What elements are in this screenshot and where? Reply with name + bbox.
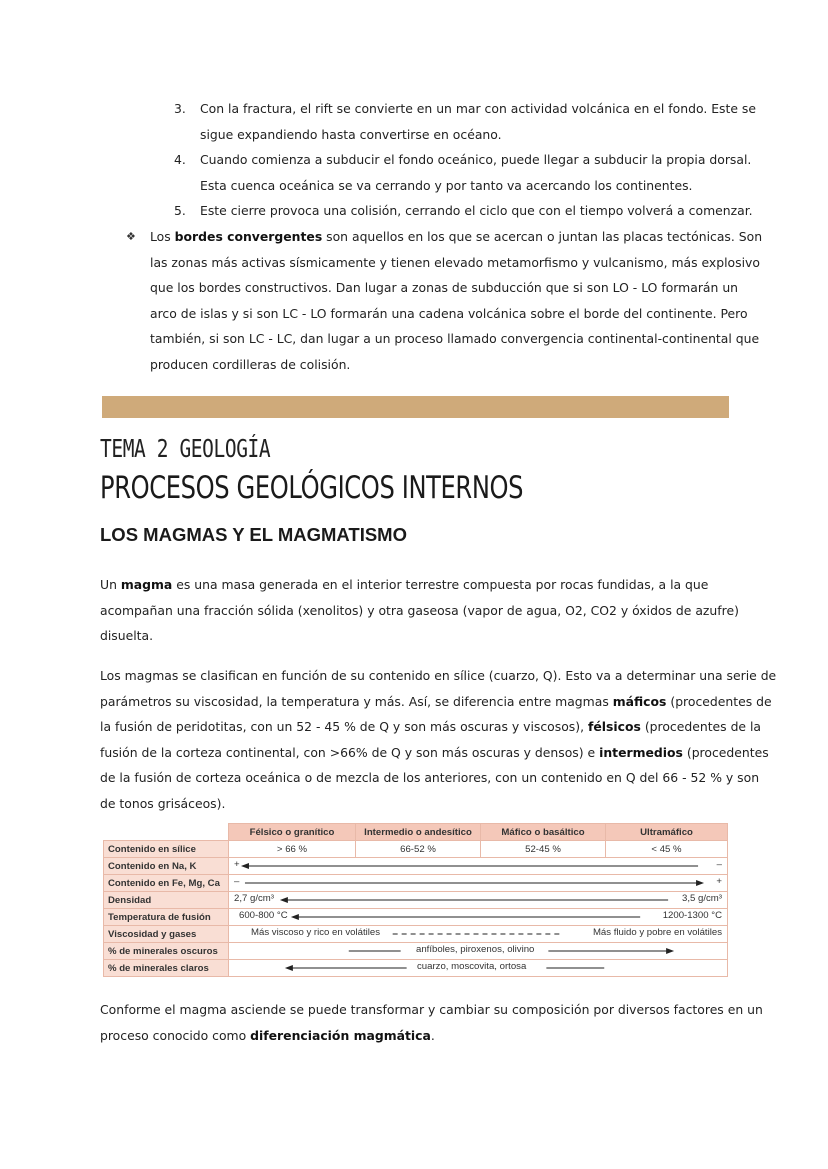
text-line: de tonos grisáceos).	[100, 796, 226, 811]
list-item-text: Esta cuenca oceánica se va cerrando y por tanto va acercando los continentes.	[200, 178, 693, 193]
cell-text: cuarzo, moscovita, ortosa	[417, 961, 527, 972]
text-line: fusión de la corteza continental, con >66% de Q y son más oscuras y densos) e intermedios (procedentes	[100, 745, 769, 760]
text-line: parámetros su viscosidad, la temperatura y más. Así, se diferencia entre magmas máficos (procedentes de	[100, 694, 772, 709]
bullet-line: las zonas más activas sísmicamente y tienen elevado metamorfismo y vulcanismo, más explosivo	[150, 255, 760, 270]
cell-text: +	[716, 876, 722, 887]
table-cell: > 66 %	[229, 841, 356, 858]
page-title: PROCESOS GEOLÓGICOS INTERNOS	[100, 470, 524, 506]
list-number: 4.	[174, 152, 186, 167]
topic-heading: TEMA 2 GEOLOGÍA	[100, 434, 271, 463]
text-line: de la fusión de corteza oceánica o de mezcla de los anteriores, con un contenido en Q del 66 - 52 % y son	[100, 770, 760, 785]
gradient-row	[229, 943, 728, 960]
cell-text: 2,7 g/cm³	[234, 893, 274, 904]
arrow-line	[229, 875, 727, 891]
gradient-row	[229, 892, 728, 909]
list-item-text: sigue expandiendo hasta convertirse en océano.	[200, 127, 502, 142]
table-header: Máfico o basáltico	[481, 824, 606, 841]
cell-text: –	[234, 876, 240, 887]
row-label: Contenido en Na, K	[104, 858, 229, 875]
bullet-line: que los bordes constructivos. Dan lugar a zonas de subducción que si son LO - LO formarán un	[150, 280, 739, 295]
cell-text: Más fluido y pobre en volátiles	[592, 927, 722, 938]
cell-text: Más viscoso y rico en volátiles	[251, 927, 381, 938]
table-cell: 66-52 %	[356, 841, 481, 858]
row-label: Densidad	[104, 892, 229, 909]
bullet-line: arco de islas y si son LC - LO formarán una cadena volcánica sobre el borde del continente. Pero	[150, 306, 748, 321]
section-heading: LOS MAGMAS Y EL MAGMATISMO	[100, 524, 407, 545]
gradient-row	[229, 926, 728, 943]
list-number: 3.	[174, 101, 186, 116]
gradient-row	[229, 875, 728, 892]
table-corner	[104, 824, 229, 841]
gradient-row	[229, 858, 728, 875]
list-item-text: Con la fractura, el rift se convierte en un mar con actividad volcánica en el fondo. Este se	[200, 101, 756, 116]
row-label: Temperatura de fusión	[104, 909, 229, 926]
cell-text: anfíboles, piroxenos, olivino	[416, 944, 535, 955]
row-label: % de minerales oscuros	[104, 943, 229, 960]
row-label: Contenido en sílice	[104, 841, 229, 858]
arrow-line	[229, 892, 727, 908]
gradient-row	[229, 909, 728, 926]
cell-text: –	[716, 859, 722, 870]
table-header: Intermedio o andesítico	[356, 824, 481, 841]
cell-text: 1200-1300 °C	[662, 910, 722, 921]
table-cell: < 45 %	[606, 841, 728, 858]
magma-types-table	[103, 823, 727, 972]
gradient-row	[229, 960, 728, 977]
bullet-line: Los bordes convergentes son aquellos en los que se acercan o juntan las placas tectónicas. Son	[150, 229, 763, 244]
row-label: % de minerales claros	[104, 960, 229, 977]
section-divider-bar	[102, 396, 729, 418]
text-line: proceso conocido como diferenciación magmática.	[100, 1028, 435, 1043]
cell-text: +	[234, 859, 240, 870]
arrow-line	[229, 858, 727, 874]
cell-text: 600-800 °C	[239, 910, 288, 921]
list-number: 5.	[174, 203, 186, 218]
arrow-line	[229, 909, 727, 925]
table-header: Félsico o granítico	[229, 824, 356, 841]
text-line: la fusión de peridotitas, con un 52 - 45 % de Q y son más oscuras y viscosos), félsicos (procedentes de la	[100, 719, 762, 734]
text-line: Los magmas se clasifican en función de su contenido en sílice (cuarzo, Q). Esto va a determinar una serie de	[100, 668, 777, 683]
list-item-text: Cuando comienza a subducir el fondo oceánico, puede llegar a subducir la propia dorsal.	[200, 152, 752, 167]
bullet-line: producen cordilleras de colisión.	[150, 357, 351, 372]
cell-text: 3,5 g/cm³	[682, 893, 722, 904]
table-cell: 52-45 %	[481, 841, 606, 858]
row-label: Contenido en Fe, Mg, Ca	[104, 875, 229, 892]
text-line: Conforme el magma asciende se puede transformar y cambiar su composición por diversos factores en un	[100, 1002, 763, 1017]
text-line: Un magma es una masa generada en el interior terrestre compuesta por rocas fundidas, a la que	[100, 577, 709, 592]
row-label: Viscosidad y gases	[104, 926, 229, 943]
text-line: acompañan una fracción sólida (xenolitos) y otra gaseosa (vapor de agua, O2, CO2 y óxidos de azufre)	[100, 603, 739, 618]
bullet-line: también, si son LC - LC, dan lugar a un proceso llamado convergencia continental-continental que	[150, 331, 760, 346]
diamond-bullet-icon: ❖	[126, 230, 136, 243]
text-line: disuelta.	[100, 628, 154, 643]
table-header: Ultramáfico	[606, 824, 728, 841]
list-item-text: Este cierre provoca una colisión, cerrando el ciclo que con el tiempo volverá a comenzar.	[200, 203, 753, 218]
